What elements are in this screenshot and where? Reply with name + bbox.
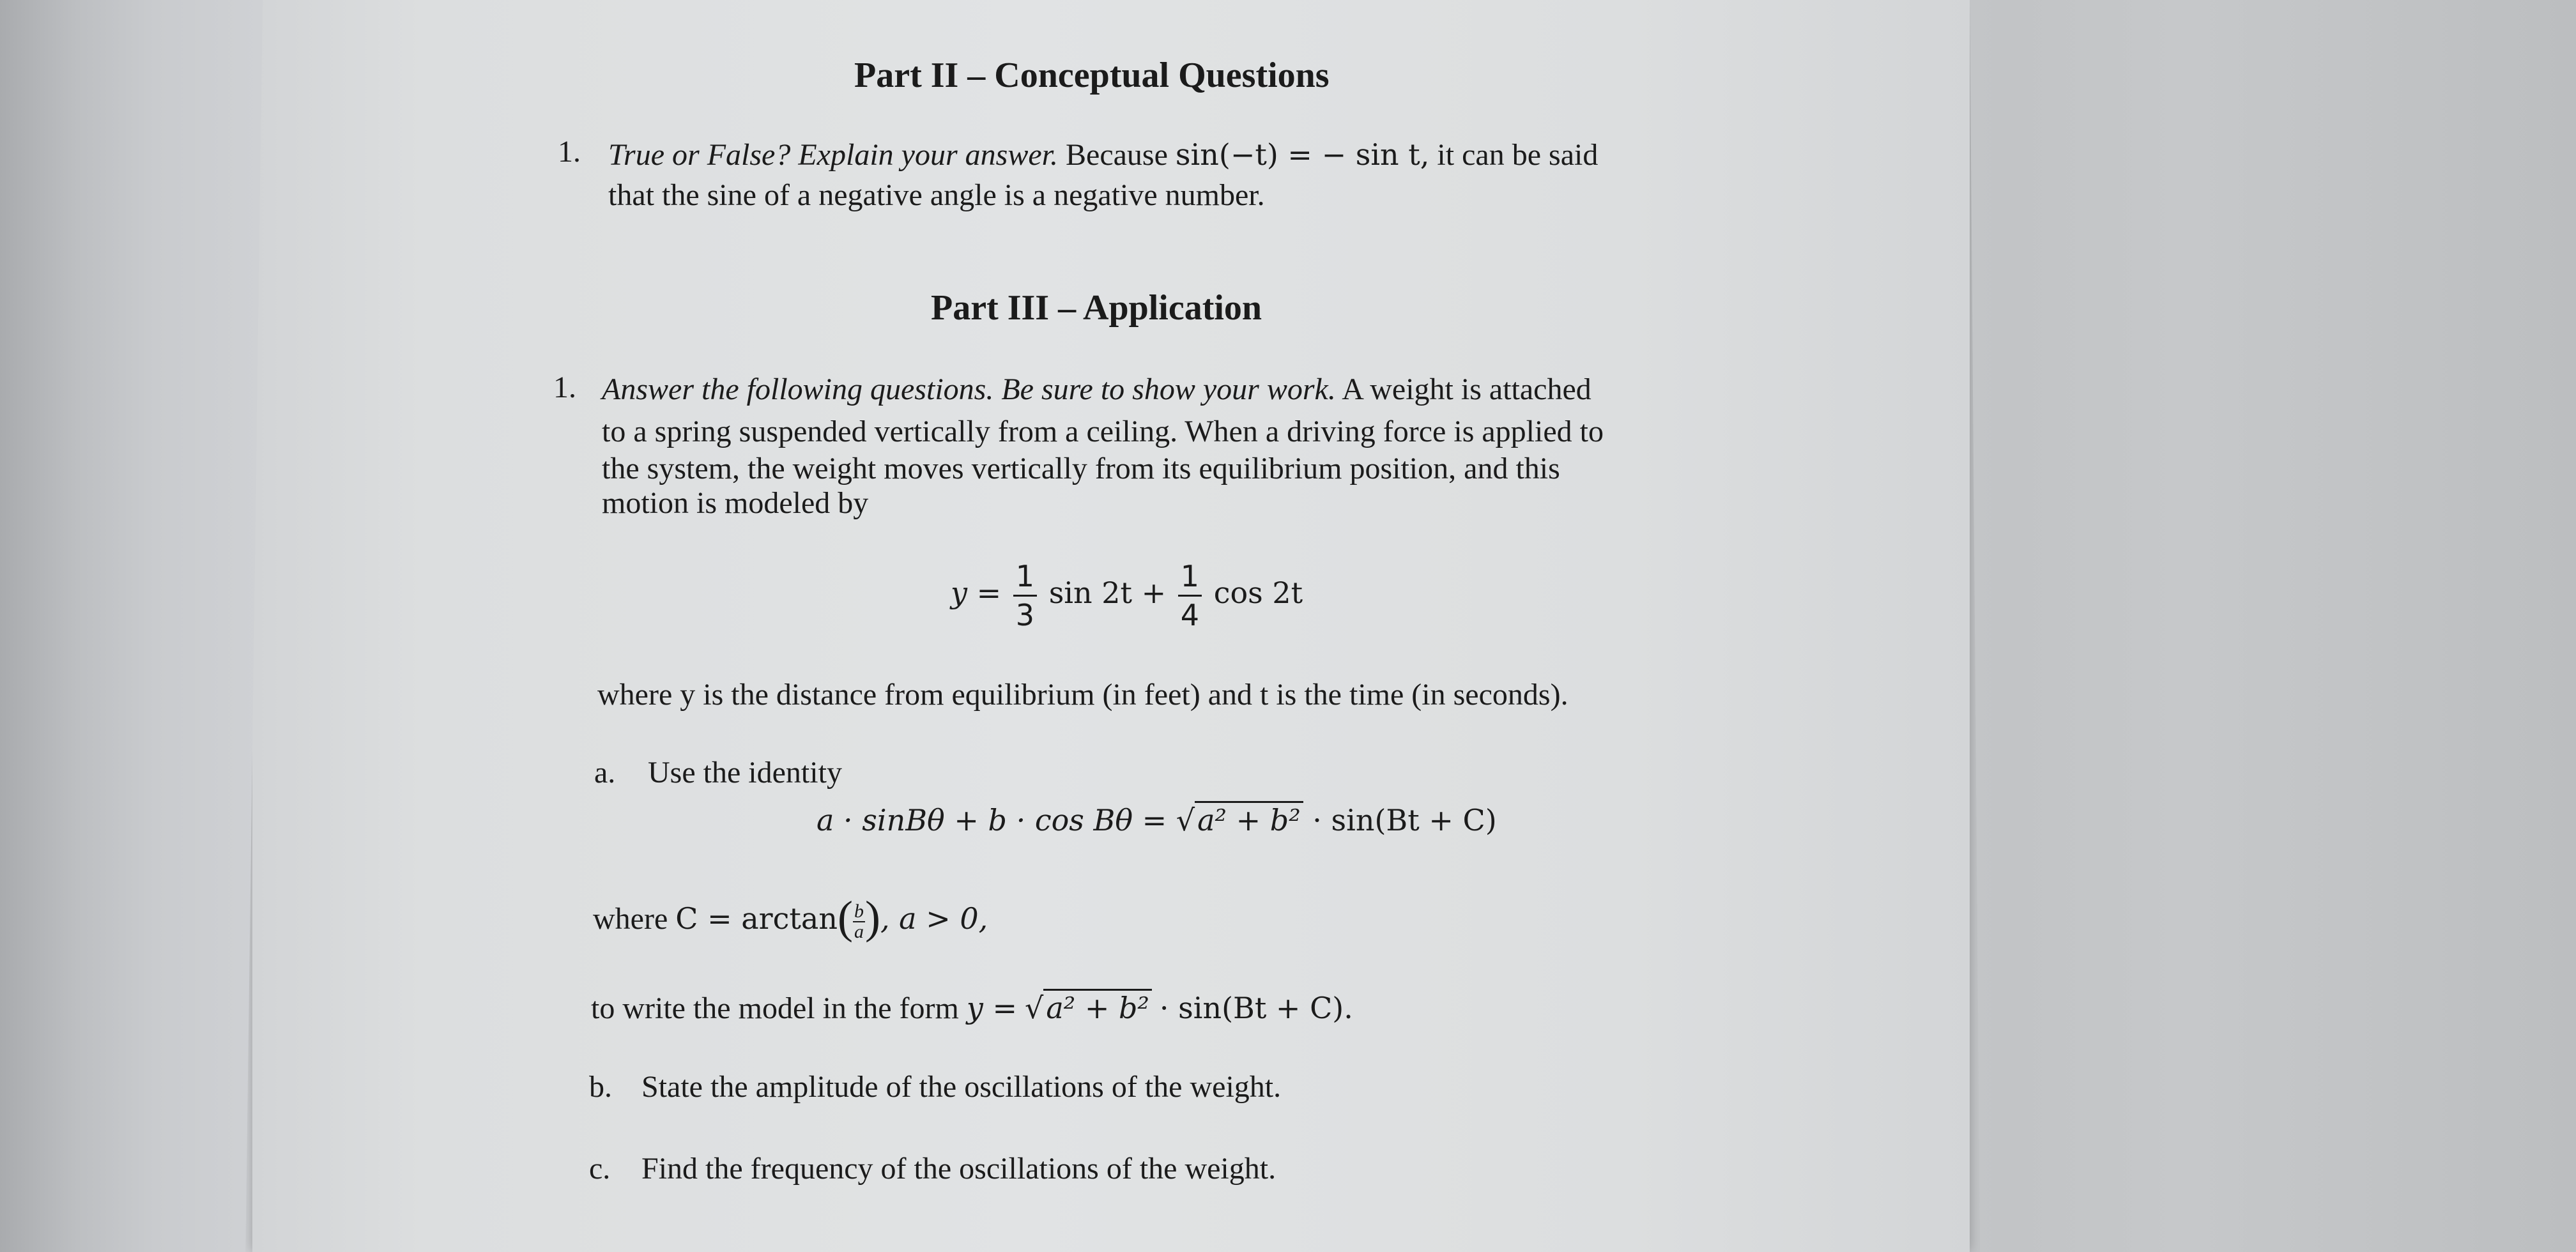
where-c-eq: C = arctan [675,901,838,936]
part3-heading: Part III – Application [931,288,1262,328]
model-frac-1-den: 3 [1015,597,1035,632]
where-c-cond: , a > 0, [880,901,988,936]
part3-q1-number: 1. [553,370,576,404]
part3-q1-line1 [602,370,1591,409]
part-a-label: a. [594,756,616,790]
part2-q1-line1 [608,135,1598,174]
where-c-frac [853,902,865,942]
identity-radicand: a² + b² [1195,801,1303,837]
where-c-frac-den: a [854,920,864,942]
part3-q1-line2: to a spring suspended vertically from a ceiling. When a driving force is applied to [602,415,1604,448]
model-frac-2 [1178,558,1202,634]
model-frac-2-den: 4 [1180,597,1200,632]
model-frac-1-num: 1 [1013,558,1037,597]
identity-sqrt: √a² + b² [1176,801,1303,839]
part-b-label: b. [589,1070,612,1104]
where-c-line [593,892,988,945]
form-sqrt: √a² + b² [1025,989,1152,1027]
model-frac-1 [1013,558,1037,634]
right-paren: ) [864,892,880,943]
model-term-2: cos 2t [1213,576,1303,610]
identity-equation [816,801,1497,839]
part3-q1-prompt: Answer the following questions. Be sure to show your work. [602,372,1336,406]
part2-q1-equation: sin(−t) = − sin t, [1175,137,1430,172]
where-c-text: where [593,902,668,936]
part-c-text: Find the frequency of the oscillations of the weight. [641,1152,1276,1186]
model-term-1: sin 2t + [1048,576,1167,610]
left-paren: ( [837,892,853,943]
model-frac-2-num: 1 [1178,558,1202,597]
part2-heading: Part II – Conceptual Questions [854,56,1330,95]
part2-q1-text-a: Because [1066,138,1168,172]
part2-q1-number: 1. [558,135,581,169]
form-lhs: y = [966,991,1018,1025]
part2-q1-prompt: True or False? Explain your answer. [608,138,1058,172]
form-text: to write the model in the form [591,991,959,1025]
model-lhs: y = [951,576,1002,610]
identity-lhs: a · sinBθ + b · cos Bθ = [816,803,1167,837]
where-c-frac-num: b [854,900,864,922]
form-radicand: a² + b² [1043,989,1152,1025]
part3-q1-line1-rest: A weight is attached [1342,372,1591,406]
part2-q1-text-b: it can be said [1437,138,1598,172]
form-line [591,989,1353,1028]
where-line: where y is the distance from equilibrium (in feet) and t is the time (in seconds). [597,678,1568,712]
part3-q1-line3: the system, the weight moves vertically from its equilibrium position, and this [602,452,1560,485]
form-rhs: · sin(Bt + C). [1159,991,1353,1025]
model-equation [951,556,1303,634]
part-b-text: State the amplitude of the oscillations of the weight. [641,1070,1282,1104]
identity-rhs: · sin(Bt + C) [1312,803,1497,837]
part-a-text: Use the identity [648,756,842,790]
part3-q1-line4: motion is modeled by [602,486,869,520]
part-c-label: c. [589,1152,611,1186]
part2-q1-line2: that the sine of a negative angle is a negative number. [608,178,1265,212]
